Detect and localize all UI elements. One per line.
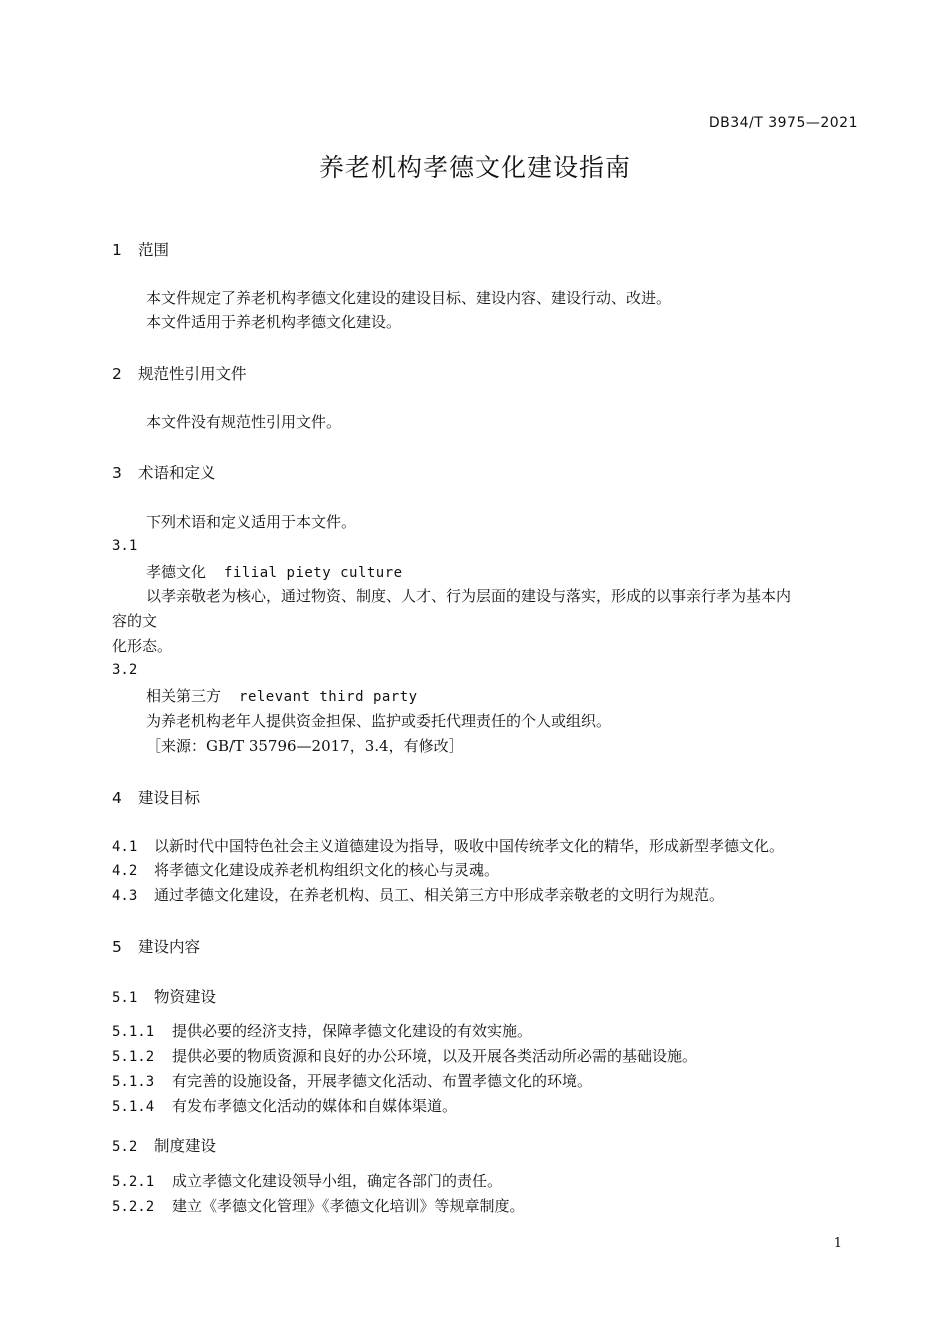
- clause: [112, 859, 499, 880]
- clause: [112, 1095, 457, 1116]
- clause-text: 有发布孝德文化活动的媒体和自媒体渠道。: [172, 1097, 458, 1115]
- term-english: relevant third party: [239, 689, 418, 705]
- section-title: 规范性引用文件: [138, 365, 247, 383]
- clause-number: 4.2: [112, 863, 138, 879]
- clause: [112, 1020, 532, 1041]
- clause-text: 通过孝德文化建设，在养老机构、员工、相关第三方中形成孝亲敬老的文明行为规范。: [154, 886, 725, 904]
- clause-number: 5.2.2: [112, 1199, 155, 1215]
- section-number: 3: [112, 464, 122, 482]
- clause-number: 4.3: [112, 888, 138, 904]
- section-number: 5: [112, 938, 122, 956]
- clause: [112, 1170, 502, 1191]
- section-title: 范围: [138, 241, 170, 259]
- paragraph: 本文件适用于养老机构孝德文化建设。: [146, 313, 402, 331]
- clause-number: 4.1: [112, 839, 138, 855]
- clause-text: 建立《孝德文化管理》《孝德文化培训》等规章制度。: [172, 1197, 525, 1215]
- term-number: 3.1: [112, 538, 138, 554]
- clause-number: 5.1.2: [112, 1049, 155, 1065]
- subsection-5-1-heading: [112, 985, 216, 1007]
- section-5-heading: [112, 935, 200, 957]
- page-number: 1: [833, 1236, 842, 1251]
- section-number: 4: [112, 789, 122, 807]
- clause: [112, 1070, 592, 1091]
- subsection-title: 物资建设: [154, 988, 217, 1006]
- clause-text: 以新时代中国特色社会主义道德建设为指导，吸收中国传统孝文化的精华，形成新型孝德文化。: [154, 837, 785, 855]
- paragraph: 本文件规定了养老机构孝德文化建设的建设目标、建设内容、建设行动、改进。: [146, 289, 672, 307]
- section-number: 2: [112, 365, 122, 383]
- paragraph: 本文件没有规范性引用文件。: [146, 413, 342, 431]
- section-number: 1: [112, 241, 122, 259]
- term-number: 3.2: [112, 662, 138, 678]
- clause-number: 5.1.1: [112, 1024, 155, 1040]
- term-definition-line: 化形态。: [112, 637, 173, 655]
- section-title: 术语和定义: [138, 464, 216, 482]
- clause-number: 5.2.1: [112, 1174, 155, 1190]
- section-title: 建设目标: [138, 789, 201, 807]
- clause: [112, 835, 784, 856]
- term-definition: 为养老机构老年人提供资金担保、监护或委托代理责任的个人或组织。: [146, 712, 612, 730]
- clause-number: 5.1.4: [112, 1099, 155, 1115]
- clause: [112, 1195, 525, 1216]
- document-title: 养老机构孝德文化建设指南: [318, 153, 631, 182]
- term-entry: [146, 561, 403, 582]
- term-source: ［来源：GB/T 35796—2017，3.4，有修改］: [146, 737, 464, 755]
- clause-text: 成立孝德文化建设领导小组，确定各部门的责任。: [172, 1172, 503, 1190]
- term-definition-line: 以孝亲敬老为核心，通过物资、制度、人才、行为层面的建设与落实，形成的以事亲行孝为基本内: [146, 587, 792, 605]
- term-english: filial piety culture: [224, 565, 403, 581]
- term-chinese: 孝德文化: [146, 563, 207, 581]
- section-4-heading: [112, 786, 200, 808]
- term-entry: [146, 685, 418, 706]
- standard-code: DB34/T 3975—2021: [708, 115, 858, 131]
- clause-text: 有完善的设施设备，开展孝德文化活动、布置孝德文化的环境。: [172, 1072, 593, 1090]
- subsection-title: 制度建设: [154, 1137, 217, 1155]
- clause-text: 提供必要的物质资源和良好的办公环境，以及开展各类活动所必需的基础设施。: [172, 1047, 698, 1065]
- clause: [112, 884, 724, 905]
- clause: [112, 1045, 697, 1066]
- clause-number: 5.1.3: [112, 1074, 155, 1090]
- section-1-heading: [112, 238, 169, 260]
- subsection-5-2-heading: [112, 1134, 216, 1156]
- clause-text: 将孝德文化建设成养老机构组织文化的核心与灵魂。: [154, 861, 500, 879]
- paragraph: 下列术语和定义适用于本文件。: [146, 513, 357, 531]
- clause-text: 提供必要的经济支持，保障孝德文化建设的有效实施。: [172, 1022, 533, 1040]
- section-3-heading: [112, 461, 216, 483]
- subsection-number: 5.1: [112, 990, 138, 1006]
- section-2-heading: [112, 362, 247, 384]
- section-title: 建设内容: [138, 938, 201, 956]
- term-definition-line: 容的文: [112, 612, 158, 630]
- term-chinese: 相关第三方: [146, 687, 222, 705]
- subsection-number: 5.2: [112, 1139, 138, 1155]
